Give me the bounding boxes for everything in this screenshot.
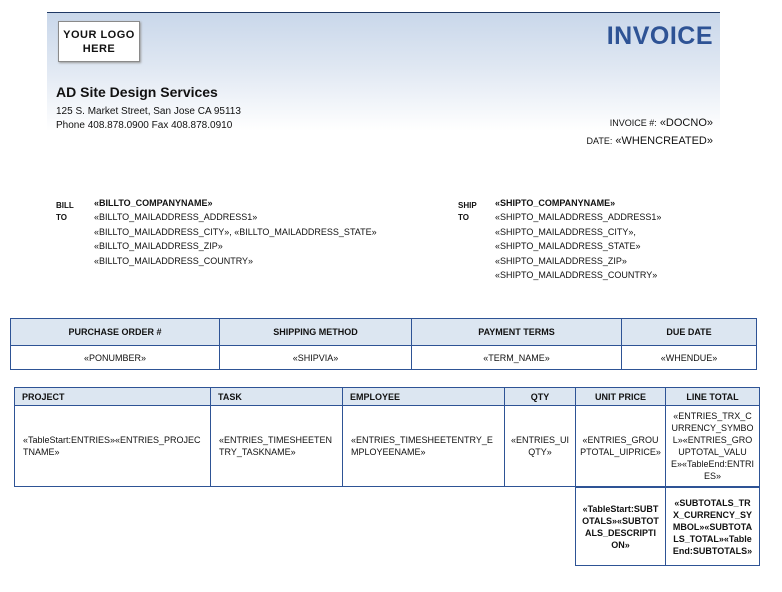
line-items-header-row [15,388,760,406]
cell-line-total: «ENTRIES_TRX_CURRENCY_SYMBOL»«ENTRIES_GROUPTOTAL_VALUE»«TableEnd:ENTRIES» [666,406,760,487]
ship-to-label-line2: TO [458,213,469,222]
value-purchase-order: «PONUMBER» [11,346,220,370]
ship-to-country: «SHIPTO_MAILADDRESS_COUNTRY» [495,270,658,281]
line-items-table [14,387,760,487]
cell-unit-price: «ENTRIES_GROUPTOTAL_UIPRICE» [576,406,666,487]
bill-to-country: «BILLTO_MAILADDRESS_COUNTRY» [94,255,254,266]
header-project: PROJECT [15,388,211,406]
bill-to-city-state: «BILLTO_MAILADDRESS_CITY», «BILLTO_MAILADDRESS_STATE» [94,226,377,237]
invoice-number-label: INVOICE #: [609,118,657,128]
cell-project: «TableStart:ENTRIES»«ENTRIES_PROJECTNAME» [15,406,211,487]
header-unit-price: UNIT PRICE [576,388,666,406]
invoice-date-label: DATE: [586,136,613,146]
value-payment-terms: «TERM_NAME» [412,346,622,370]
header-due-date: DUE DATE [622,319,757,346]
ship-to-label [458,200,477,224]
company-phone: Phone 408.878.0900 Fax 408.878.0910 [56,120,233,131]
bill-to-label-line2: TO [56,213,67,222]
ship-to-company: «SHIPTO_COMPANYNAME» [495,198,616,208]
header-employee: EMPLOYEE [343,388,505,406]
cell-qty: «ENTRIES_UIQTY» [505,406,576,487]
bill-to-zip: «BILLTO_MAILADDRESS_ZIP» [94,241,223,252]
logo-line-1: YOUR LOGO [63,28,135,41]
logo-placeholder [58,21,140,62]
value-due-date: «WHENDUE» [622,346,757,370]
ship-to-label-line1: SHIP [458,201,477,210]
bill-to-label [56,200,74,224]
company-name: AD Site Design Services [56,84,218,100]
table-row [15,406,760,487]
invoice-number [610,117,713,129]
invoice-date [587,135,714,147]
bill-to-company: «BILLTO_COMPANYNAME» [94,198,213,208]
ship-to-zip: «SHIPTO_MAILADDRESS_ZIP» [495,255,627,266]
logo-line-2: HERE [82,42,116,55]
header-shipping-method: SHIPPING METHOD [220,319,412,346]
order-info-table [10,318,757,370]
ship-to-city: «SHIPTO_MAILADDRESS_CITY», [495,226,636,237]
cell-task: «ENTRIES_TIMESHEETENTRY_TASKNAME» [211,406,343,487]
order-info-header-row [11,319,757,346]
header-task: TASK [211,388,343,406]
bill-to-address [94,196,377,268]
bill-to-label-line1: BILL [56,201,74,210]
header-line-total: LINE TOTAL [666,388,760,406]
invoice-date-value: «WHENCREATED» [615,135,713,147]
header-purchase-order: PURCHASE ORDER # [11,319,220,346]
cell-employee: «ENTRIES_TIMESHEETENTRY_EMPLOYEENAME» [343,406,505,487]
order-info-value-row [11,346,757,370]
header-qty: QTY [505,388,576,406]
ship-to-address [495,196,661,282]
header-payment-terms: PAYMENT TERMS [412,319,622,346]
ship-to-state: «SHIPTO_MAILADDRESS_STATE» [495,241,641,252]
subtotals-total: «SUBTOTALS_TRX_CURRENCY_SYMBOL»«SUBTOTALS_TOTAL»«TableEnd:SUBTOTALS» [665,487,760,566]
company-address: 125 S. Market Street, San Jose CA 95113 [56,106,241,117]
value-shipping-method: «SHIPVIA» [220,346,412,370]
bill-to-address1: «BILLTO_MAILADDRESS_ADDRESS1» [94,212,258,223]
invoice-number-value: «DOCNO» [659,117,713,129]
ship-to-address1: «SHIPTO_MAILADDRESS_ADDRESS1» [495,212,662,223]
invoice-title: INVOICE [606,22,713,50]
subtotals-description: «TableStart:SUBTOTALS»«SUBTOTALS_DESCRIPTION» [575,487,666,566]
